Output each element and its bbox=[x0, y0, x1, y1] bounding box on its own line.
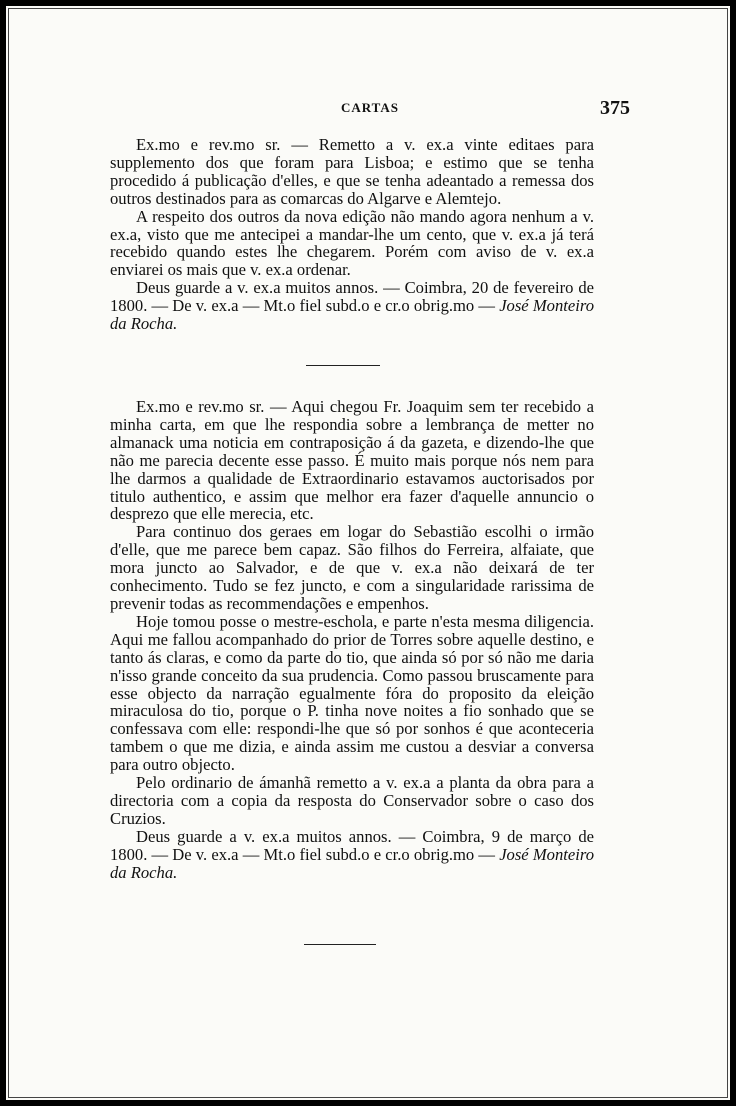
letter-1-closing bbox=[110, 279, 594, 333]
letter-1-signature: José Monteiro da Rocha. bbox=[110, 296, 594, 334]
letter-2-paragraph-4: Pelo ordinario de ámanhã remetto a v. ex.a a planta da obra para a directoria com a copia da resposta do Conservador sobre o caso dos Cruzios. bbox=[110, 773, 594, 828]
running-header bbox=[110, 97, 630, 122]
letter-1-paragraph-2: A respeito dos outros da nova edição não mando agora nenhum a v. ex.a, visto que me antecipei a mandar-lhe um cento, que v. ex.a já terá recebido quando estes lhe chegarem. Porém com aviso de v. ex.a enviarei os mais que v. ex.a ordenar. bbox=[110, 206, 594, 280]
letter-2-closing-text: Deus guarde a v. ex.a muitos annos. — Coimbra, 9 de março de 1800. — De v. ex.a — Mt.o fiel subd.o e cr.o obrig.mo — bbox=[110, 826, 594, 864]
letter-2 bbox=[110, 398, 594, 881]
page-number: 375 bbox=[600, 97, 630, 119]
letter-2-paragraph-3: Hoje tomou posse o mestre-eschola, e parte n'esta mesma diligencia. Aqui me fallou acompanhado do prior de Torres sobre aquelle destino, e tanto ás claras, e como da parte do tio, que ainda só por só não me daria n'isso grande conceito da sua prudencia. Como passou bruscamente para esse objecto da narração egualmente fóra do proposito da eleição miraculosa do tio, porque o P. tinha nove noites a fio sonhado que se confessava com elle: respondi-lhe que só por sonhos é que aconteceria tambem o que me dizia, e ainda assim me custou a desviar a conversa para outro objecto. bbox=[110, 611, 594, 775]
letter-2-paragraph-2: Para continuo dos geraes em logar do Sebastião escolhi o irmão d'elle, que me parece bem capaz. São filhos do Ferreira, alfaiate, que mora juncto ao Salvador, e de que v. ex.a não deixará de ter conhecimento. Tudo se fez juncto, e com a singularidade rarissima de prevenir todas as recommendações e empenhos. bbox=[110, 522, 594, 613]
letter-2-signature: José Monteiro da Rocha. bbox=[110, 844, 594, 882]
letter-1-paragraph-1: Ex.mo e rev.mo sr. — Remetto a v. ex.a vinte editaes para supplemento dos que foram para Lisboa; e estimo que se tenha procedido á publicação d'elles, e que se tenha adeantado a remessa dos outros destinados para as comarcas do Algarve e Alemtejo. bbox=[110, 135, 594, 208]
letter-1-closing-text: Deus guarde a v. ex.a muitos annos. — Coimbra, 20 de fevereiro de 1800. — De v. ex.a — Mt.o fiel subd.o e cr.o obrig.mo — bbox=[110, 278, 594, 316]
end-divider bbox=[304, 944, 376, 946]
header-title: CARTAS bbox=[340, 100, 400, 115]
letter-2-closing bbox=[110, 828, 594, 882]
letter-1 bbox=[110, 136, 594, 333]
letter-2-paragraph-1: Ex.mo e rev.mo sr. — Aqui chegou Fr. Joaquim sem ter recebido a minha carta, em que lhe respondia sobre a lembrança de metter no almanack uma noticia em contraposição á da gazeta, e dizendo-lhe que não me parecia decente esse passo. É muito mais porque nós nem para lhe darmos a qualidade de Extraordinario estavamos auctorisados por titulo authentico, e assim que melhor era fazer d'aquelle annuncio o desprezo que elle merecia, etc. bbox=[110, 397, 594, 524]
section-divider bbox=[306, 365, 380, 367]
